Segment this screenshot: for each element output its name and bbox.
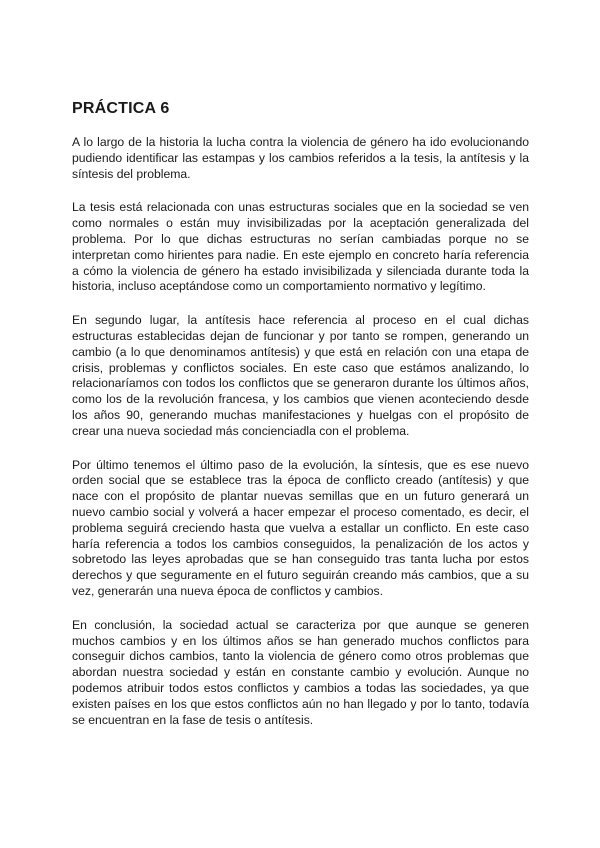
document-content — [72, 99, 529, 746]
paragraph-intro: A lo largo de la historia la lucha contra la violencia de género ha ido evolucionando pudiendo identificar las estampas y los cambios referidos a la tesis, la antítesis y la síntesis del problema. — [72, 135, 529, 181]
paragraph-sintesis: Por último tenemos el último paso de la evolución, la síntesis, que es ese nuevo orden social que se establece tras la época de conflicto creado (antítesis) y que nace con el propósito de plantar nuevas semillas que en un futuro generará un nuevo cambio social y volverá a hacer empezar el proceso comentado, es decir, el problema seguirá creciendo hasta que vuelva a estallar un conflicto. En este caso haría referencia a todos los cambios conseguidos, la penalización de los actos y sobretodo las leyes aprobadas que se han conseguido tras tanta lucha por estos derechos y que seguramente en el futuro seguirán creando más cambios, que a su vez, generarán una nueva época de conflictos y cambios. — [72, 457, 529, 598]
document-title: PRÁCTICA 6 — [72, 100, 170, 117]
paragraph-antitesis: En segundo lugar, la antítesis hace referencia al proceso en el cual dichas estructuras establecidas dejan de funcionar y por tanto se rompen, generando un cambio (a lo que denominamos antítesis) y que está en relación con una etapa de crisis, problemas y conflictos sociales. En este caso que estámos analizando, lo relacionaríamos con todos los conflictos que se generaron durante los últimos años, como los de la revolución francesa, y los cambios que vienen aconteciendo desde los años 90, generando muchas manifestaciones y huelgas con el propósito de crear una nueva sociedad más concienciadla con el problema. — [72, 313, 529, 438]
paragraph-conclusion: En conclusión, la sociedad actual se caracteriza por que aunque se generen muchos cambios y en los últimos años se han generado muchos conflictos para conseguir dichos cambios, tanto la violencia de género como otros problemas que abordan nuestra sociedad y están en constante cambio y evolución. Aunque no podemos atribuir todos estos conflictos y cambios a todas las sociedades, ya que existen países en los que estos conflictos aún no han llegado y por lo tanto, todavía se encuentran en la fase de tesis o antítesis. — [72, 617, 529, 727]
paragraph-tesis: La tesis está relacionada con unas estructuras sociales que en la sociedad se ven como normales o están muy invisibilizadas por la aceptación generalizada del problema. Por lo que dichas estructuras no serían cambiadas porque no se interpretan como hirientes para nadie. En este ejemplo en concreto haría referencia a cómo la violencia de género ha estado invisibilizada y silenciada durante toda la historia, incluso aceptándose como un comportamiento normativo y legítimo. — [72, 200, 529, 294]
